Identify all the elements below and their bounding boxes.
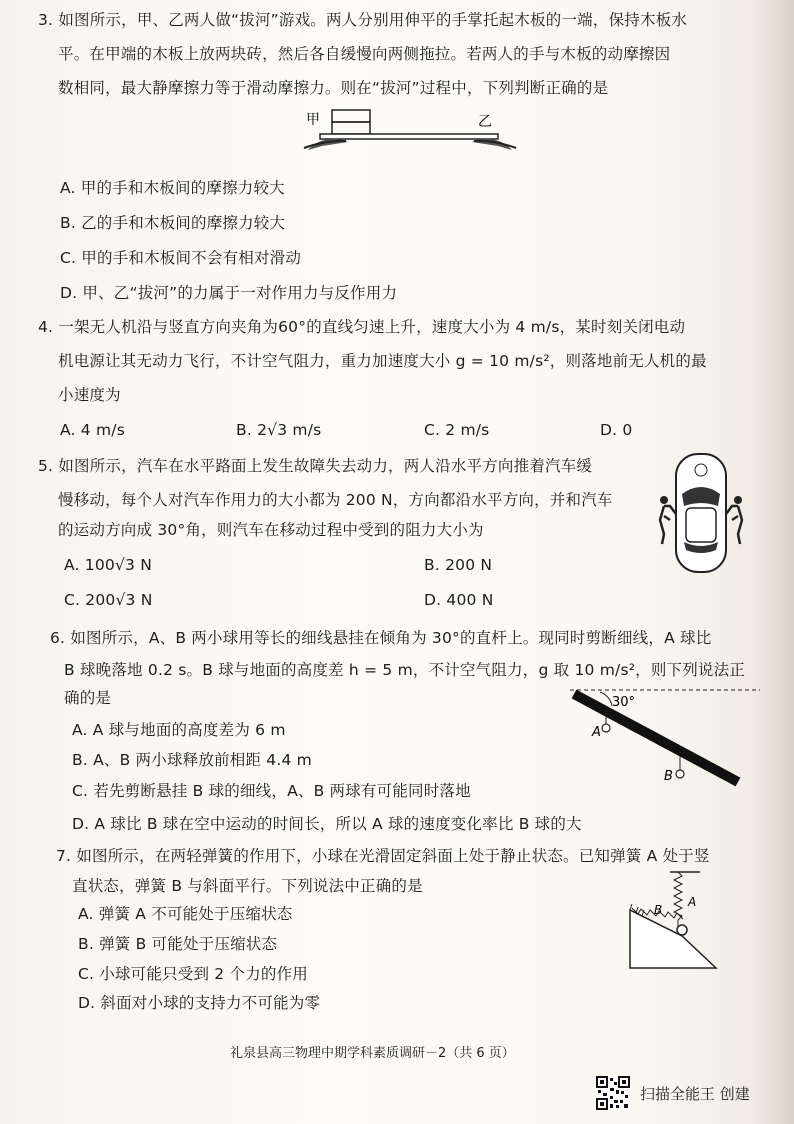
page-footer: 礼泉县高三物理中期学科素质调研－2（共 6 页） [230,1046,515,1061]
tug-left-label: 甲 [306,112,320,128]
q5-stem-line-3: 的运动方向成 30°角，则汽车在移动过程中受到的阻力大小为 [58,521,484,539]
q5-stem-line-2: 慢移动，每个人对汽车作用力的大小都为 200 N，方向都沿水平方向，并和汽车 [58,491,613,509]
q7-stem-line-2: 直状态，弹簧 B 与斜面平行。下列说法中正确的是 [72,877,423,895]
q7-option-a: A. 弹簧 A 不可能处于压缩状态 [78,905,293,923]
q3-stem-line-1: 3. 如图所示，甲、乙两人做“拔河”游戏。两人分别用伸平的手掌托起木板的一端，保持木板水 [38,11,688,29]
q4-option-c: C. 2 m/s [424,421,490,439]
scanner-watermark [596,1076,750,1110]
q4-option-d: D. 0 [600,421,633,439]
q4-option-b: B. 2√3 m/s [236,421,322,439]
q7-option-b: B. 弹簧 B 可能处于压缩状态 [78,935,278,953]
q4-stem-line-2: 机电源让其无动力飞行，不计空气阻力，重力加速度大小 g = 10 m/s²，则落地前无人机的最 [58,352,707,370]
q3-stem-line-3: 数相同，最大静摩擦力等于滑动摩擦力。则在“拔河”过程中，下列判断正确的是 [58,79,609,97]
spring-b-label: B [654,903,663,917]
tug-right-label: 乙 [478,114,492,130]
q3-option-b: B. 乙的手和木板间的摩擦力较大 [60,214,286,232]
q6-stem-line-1: 6. 如图所示，A、B 两小球用等长的细线悬挂在倾角为 30°的直杆上。现同时剪断细线，A 球比 [50,629,712,647]
q4-stem-line-1: 4. 一架无人机沿与竖直方向夹角为60°的直线匀速上升，速度大小为 4 m/s，某时刻关闭电动 [38,318,686,336]
q6-option-c: C. 若先剪断悬挂 B 球的细线，A、B 两球有可能同时落地 [72,782,471,800]
q7-stem-line-1: 7. 如图所示，在两轻弹簧的作用下，小球在光滑固定斜面上处于静止状态。已知弹簧 A 处于竖 [56,847,710,865]
q5-option-a: A. 100√3 N [64,556,153,574]
q4-option-a: A. 4 m/s [60,421,125,439]
scanner-text: 扫描全能王 创建 [640,1084,750,1103]
q6-option-b: B. A、B 两小球释放前相距 4.4 m [72,751,312,769]
q5-option-d: D. 400 N [424,591,494,609]
spring-incline-figure [624,868,734,978]
page-shadow [754,0,794,1124]
qr-code-icon [596,1076,630,1110]
q3-option-a: A. 甲的手和木板间的摩擦力较大 [60,179,285,197]
car-pushing-figure [656,450,746,578]
q7-option-d: D. 斜面对小球的支持力不可能为零 [78,994,321,1012]
q7-option-c: C. 小球可能只受到 2 个力的作用 [78,965,308,983]
q4-stem-line-3: 小速度为 [58,386,121,404]
tug-of-war-figure [300,102,520,160]
q6-stem-line-3: 确的是 [64,689,112,707]
q3-option-d: D. 甲、乙“拔河”的力属于一对作用力与反作用力 [60,284,398,302]
q6-stem-line-2: B 球晚落地 0.2 s。B 球与地面的高度差 h = 5 m，不计空气阻力，g 取 10 m/s²，则下列说法正 [64,661,746,679]
q5-option-c: C. 200√3 N [64,591,153,609]
ball-a-label: A [592,725,601,740]
spring-a-label: A [688,895,697,909]
ball-b-label: B [664,769,673,784]
q3-stem-line-2: 平。在甲端的木板上放两块砖，然后各自缓慢向两侧拖拉。若两人的手与木板的动摩擦因 [58,45,671,63]
q6-option-d: D. A 球比 B 球在空中运动的时间长，所以 A 球的速度变化率比 B 球的大 [72,815,582,833]
q5-stem-line-1: 5. 如图所示，汽车在水平路面上发生故障失去动力，两人沿水平方向推着汽车缓 [38,457,593,475]
inclined-rod-figure [570,684,770,814]
q6-option-a: A. A 球与地面的高度差为 6 m [72,721,286,739]
rod-angle-label: 30° [612,695,636,710]
q5-option-b: B. 200 N [424,556,493,574]
q3-option-c: C. 甲的手和木板间不会有相对滑动 [60,249,302,267]
